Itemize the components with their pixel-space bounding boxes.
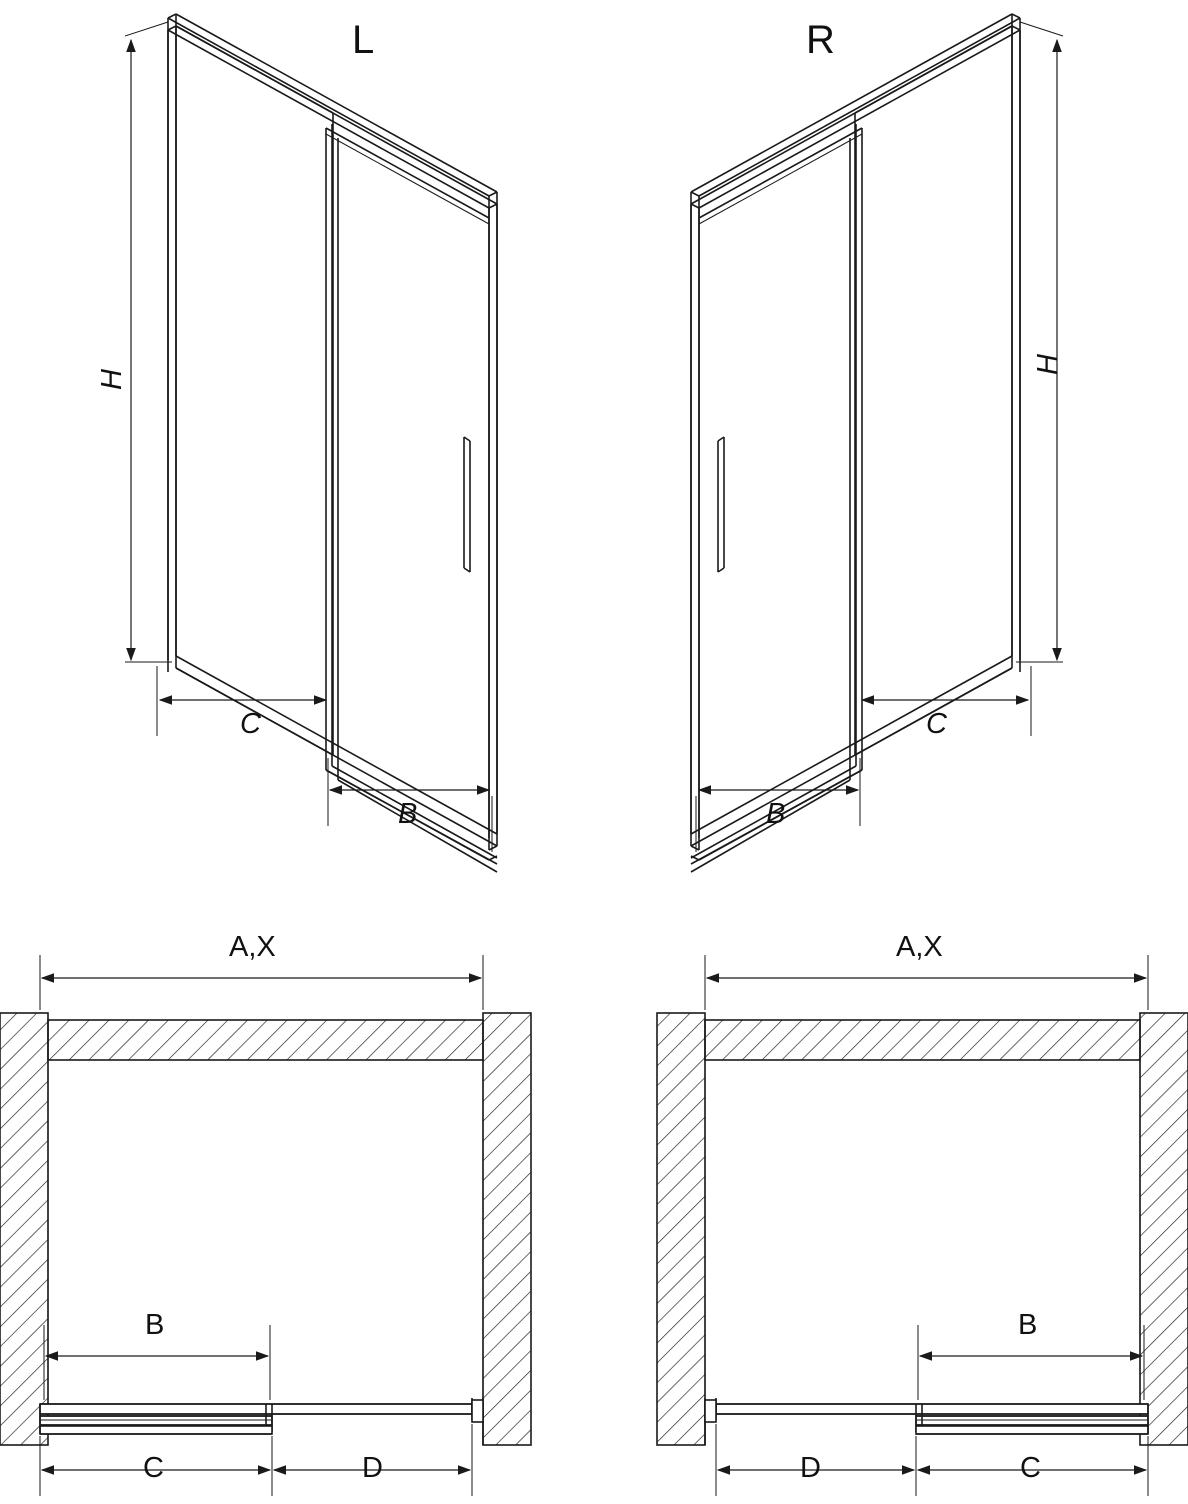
dim-label-b-plan-right: B: [1018, 1309, 1038, 1341]
dim-label-c-iso-left: C: [240, 708, 261, 740]
dim-label-c-iso-right: C: [926, 708, 947, 740]
dim-label-h-left: H: [96, 369, 128, 390]
dim-label-c-plan-left: C: [143, 1452, 164, 1484]
dim-label-c-plan-right: C: [1020, 1452, 1041, 1484]
dim-H-right: [1016, 22, 1063, 662]
dim-label-b-plan-left: B: [145, 1309, 165, 1341]
iso-right-group: [691, 14, 1020, 872]
dim-label-d-plan-right: D: [800, 1452, 821, 1484]
plan-left-group: [0, 955, 531, 1496]
dim-label-d-plan-left: D: [362, 1452, 383, 1484]
dim-label-ax-plan-right: A,X: [896, 931, 943, 963]
dim-label-ax-plan-left: A,X: [229, 931, 276, 963]
dim-label-b-iso-right: B: [766, 798, 786, 830]
variant-label-right: R: [806, 18, 835, 62]
dim-label-b-iso-left: B: [398, 798, 418, 830]
variant-label-left: L: [352, 18, 375, 62]
iso-left-group: [168, 14, 497, 872]
dim-CB-right: [696, 666, 1031, 852]
dim-label-h-right: H: [1032, 354, 1064, 375]
plan-right-group: [657, 955, 1188, 1496]
dim-CB-left: [157, 666, 492, 852]
dim-H-left: [125, 22, 172, 662]
